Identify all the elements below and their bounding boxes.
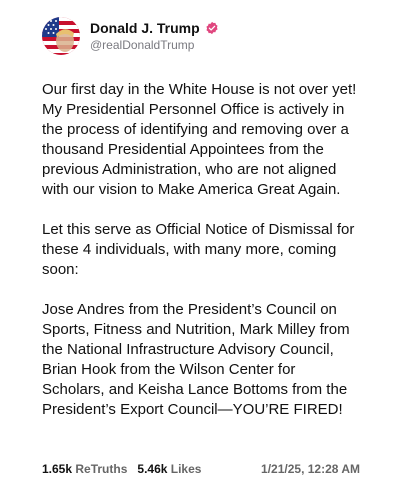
author-name-row — [90, 20, 219, 36]
retruths-label: ReTruths — [75, 462, 128, 476]
post-body — [42, 80, 360, 420]
avatar-flag-image — [42, 17, 80, 55]
post-footer — [42, 462, 360, 476]
likes-label: Likes — [170, 462, 202, 476]
retruths-stat[interactable] — [42, 462, 127, 476]
author-block — [90, 20, 219, 52]
likes-stat[interactable] — [137, 462, 201, 476]
author-display-name[interactable]: Donald J. Trump — [90, 20, 200, 36]
verified-badge-icon — [205, 21, 219, 35]
post-header — [42, 14, 360, 58]
avatar[interactable] — [42, 17, 80, 55]
post-paragraph-3: Jose Andres from the President’s Council on Sports, Fitness and Nutrition, Mark Milley from the National Infrastructure Advisory Council, Brian Hook from the Wilson Center for Scholars, and Keisha Lance Bottoms from the President’s Export Council—YOU’RE FIRED! — [42, 301, 350, 418]
post-timestamp: 1/21/25, 12:28 AM — [261, 462, 360, 476]
post-paragraph-1: Our first day in the White House is not over yet! My Presidential Personnel Office is actively in the process of identifying and removing over a thousand Presidential Appointees from the previous Administration, who are not aligned with our vision to Make America Great Again. — [42, 81, 357, 198]
likes-count: 5.46k — [137, 462, 168, 476]
author-handle[interactable]: @realDonaldTrump — [90, 38, 195, 52]
retruths-count: 1.65k — [42, 462, 73, 476]
post-paragraph-2: Let this serve as Official Notice of Dismissal for these 4 individuals, with many more, coming soon: — [42, 221, 355, 278]
